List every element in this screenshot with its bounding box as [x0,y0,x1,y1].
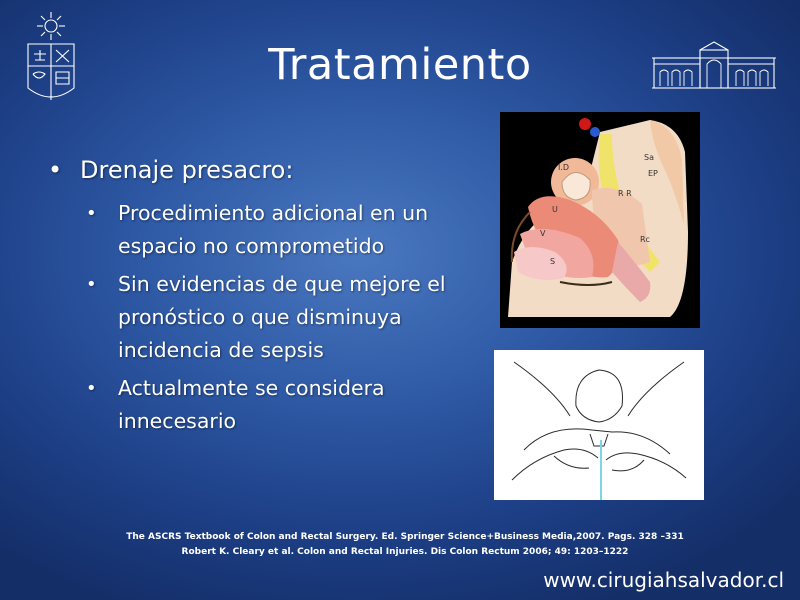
sub-bullet [86,268,448,367]
website-url: www.cirugiahsalvador.cl [543,568,784,592]
bullet-content [48,155,448,443]
reference-line: The ASCRS Textbook of Colon and Rectal Surgery. Ed. Springer Science+Business Media,2007. Pags. 328 –331 [126,532,684,542]
bullet-dot: • [86,274,97,295]
sub-bullet-text: Sin evidencias de que mejore el pronóstico o que disminuya incidencia de sepsis [118,272,446,362]
label-rc: Rc [640,235,650,244]
bullet-dot: • [86,203,97,224]
surgical-drawing-illustration [494,350,704,500]
references [0,530,800,560]
label-u: U [552,205,558,214]
label-sa: Sa [644,153,654,162]
pelvic-anatomy-illustration [500,112,700,328]
label-v: V [540,229,546,238]
bullet-heading [48,155,448,185]
bullet-dot: • [48,156,63,184]
bullet-heading-text: Drenaje presacro: [80,156,294,184]
sub-bullet [86,197,448,263]
label-rr: R R [618,189,632,198]
label-ep: EP [648,169,658,178]
reference-line: Robert K. Cleary et al. Colon and Rectal Injuries. Dis Colon Rectum 2006; 49: 1203–1222 [181,547,629,557]
slide-title: Tratamiento [268,40,532,90]
label-s: S [550,257,556,266]
bullet-dot: • [86,378,97,399]
sub-bullet-text: Actualmente se considera innecesario [118,376,385,433]
label-id: I.D [558,163,570,172]
sub-bullet [86,372,448,438]
sub-bullet-text: Procedimiento adicional en un espacio no comprometido [118,201,429,258]
